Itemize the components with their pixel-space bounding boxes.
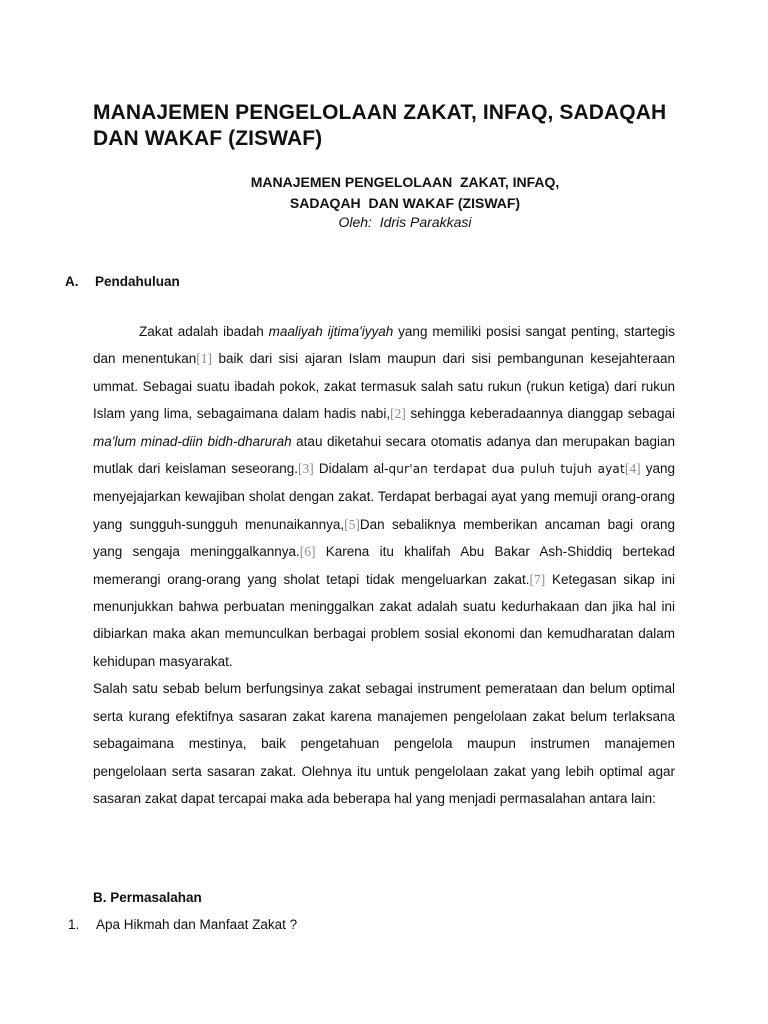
section-b-heading: B. Permasalahan bbox=[93, 890, 202, 905]
footnote-ref-2[interactable]: [2] bbox=[390, 406, 406, 422]
list-item bbox=[68, 917, 297, 932]
section-a-heading bbox=[65, 274, 180, 289]
p1-text: yang menyejajarkan kewajiban sholat dengan zakat. Terdapat berbagai ayat yang memuji orang-orang yang sungguh-sungguh menunaikannya, bbox=[93, 461, 675, 532]
p1-text: Dan sebaliknya memberikan ancaman bagi orang yang sengaja meninggalkannya. bbox=[93, 516, 676, 560]
p1-text: Didalam al- bbox=[313, 461, 389, 477]
paragraph-2: Salah satu sebab belum berfungsinya zakat sebagai instrument pemerataan dan belum optimal serta kurang efektifnya sasaran zakat karena manajemen pengelolaan zakat belum terlaksana sebagaimana mestinya, baik pengetahuan pengelola maupun instrumen manajemen pengelolaan serta sasaran zakat. Olehnya itu untuk pengelolaan zakat yang lebih optimal agar sasaran zakat dapat tercapai maka ada beberapa hal yang menjadi permasalahan antara lain: bbox=[93, 681, 675, 806]
p1-text: atau diketahui secara otomatis adanya dan merupakan bagian mutlak dari keislaman seseorang. bbox=[93, 433, 675, 477]
p1-text: Ketegasan sikap ini menunjukkan bahwa perbuatan meninggalkan zakat adalah suatu kedurhakaan dan jika hal ini dibiarkan maka akan memunculkan berbagai problem sosial ekonomi dan kemudharatan dalam kehidupan masyarakat. bbox=[93, 571, 675, 669]
p1-quran-text: qur'an terdapat dua puluh tujuh ayat bbox=[388, 462, 625, 477]
p1-text: Karena itu khalifah Abu Bakar Ash-Shiddiq bertekad memerangi orang-orang yang sholat tetapi tidak mengeluarkan zakat. bbox=[93, 544, 675, 587]
list-item-marker: 1. bbox=[68, 917, 80, 932]
p1-text: sehingga keberadaannya dianggap sebagai bbox=[405, 406, 675, 422]
footnote-ref-4[interactable]: [4] bbox=[624, 461, 641, 477]
p1-italic-term: maaliyah ijtima'iyyah bbox=[268, 324, 394, 339]
list-item-text: Apa Hikmah dan Manfaat Zakat ? bbox=[96, 917, 298, 932]
document-title: MANAJEMEN PENGELOLAAN ZAKAT, INFAQ, SADAQAH DAN WAKAF (ZISWAF) bbox=[93, 101, 667, 150]
footnote-ref-7[interactable]: [7] bbox=[529, 571, 546, 587]
footnote-ref-5[interactable]: [5] bbox=[344, 516, 360, 532]
footnote-ref-1[interactable]: [1] bbox=[196, 351, 213, 367]
p1-text: baik dari sisi ajaran Islam maupun dari sisi pembangunan kesejahteraan ummat. Sebagai suatu ibadah pokok, zakat termasuk salah satu rukun (rukun ketiga) dari rukun Islam yang lima, sebagaimana dalam hadis nabi, bbox=[93, 351, 676, 422]
section-a-title: Pendahuluan bbox=[95, 274, 180, 289]
section-a-marker: A. bbox=[65, 274, 79, 289]
footnote-ref-3[interactable]: [3] bbox=[298, 461, 314, 477]
paragraph-1 bbox=[93, 318, 675, 675]
p1-text: yang memiliki posisi sangat penting, startegis dan menentukan bbox=[93, 324, 675, 367]
subtitle-block bbox=[150, 172, 660, 214]
author-byline: Oleh: Idris Parakkasi bbox=[338, 214, 472, 230]
body-text bbox=[93, 318, 675, 812]
p1-italic-term: ma'lum minad-diin bidh-dharurah bbox=[93, 433, 292, 449]
subtitle-line-2: SADAQAH DAN WAKAF (ZISWAF) bbox=[289, 195, 521, 211]
p1-text: Zakat adalah ibadah bbox=[139, 324, 269, 339]
subtitle-line-1: MANAJEMEN PENGELOLAAN ZAKAT, INFAQ, bbox=[250, 174, 560, 190]
footnote-ref-6[interactable]: [6] bbox=[299, 544, 316, 560]
